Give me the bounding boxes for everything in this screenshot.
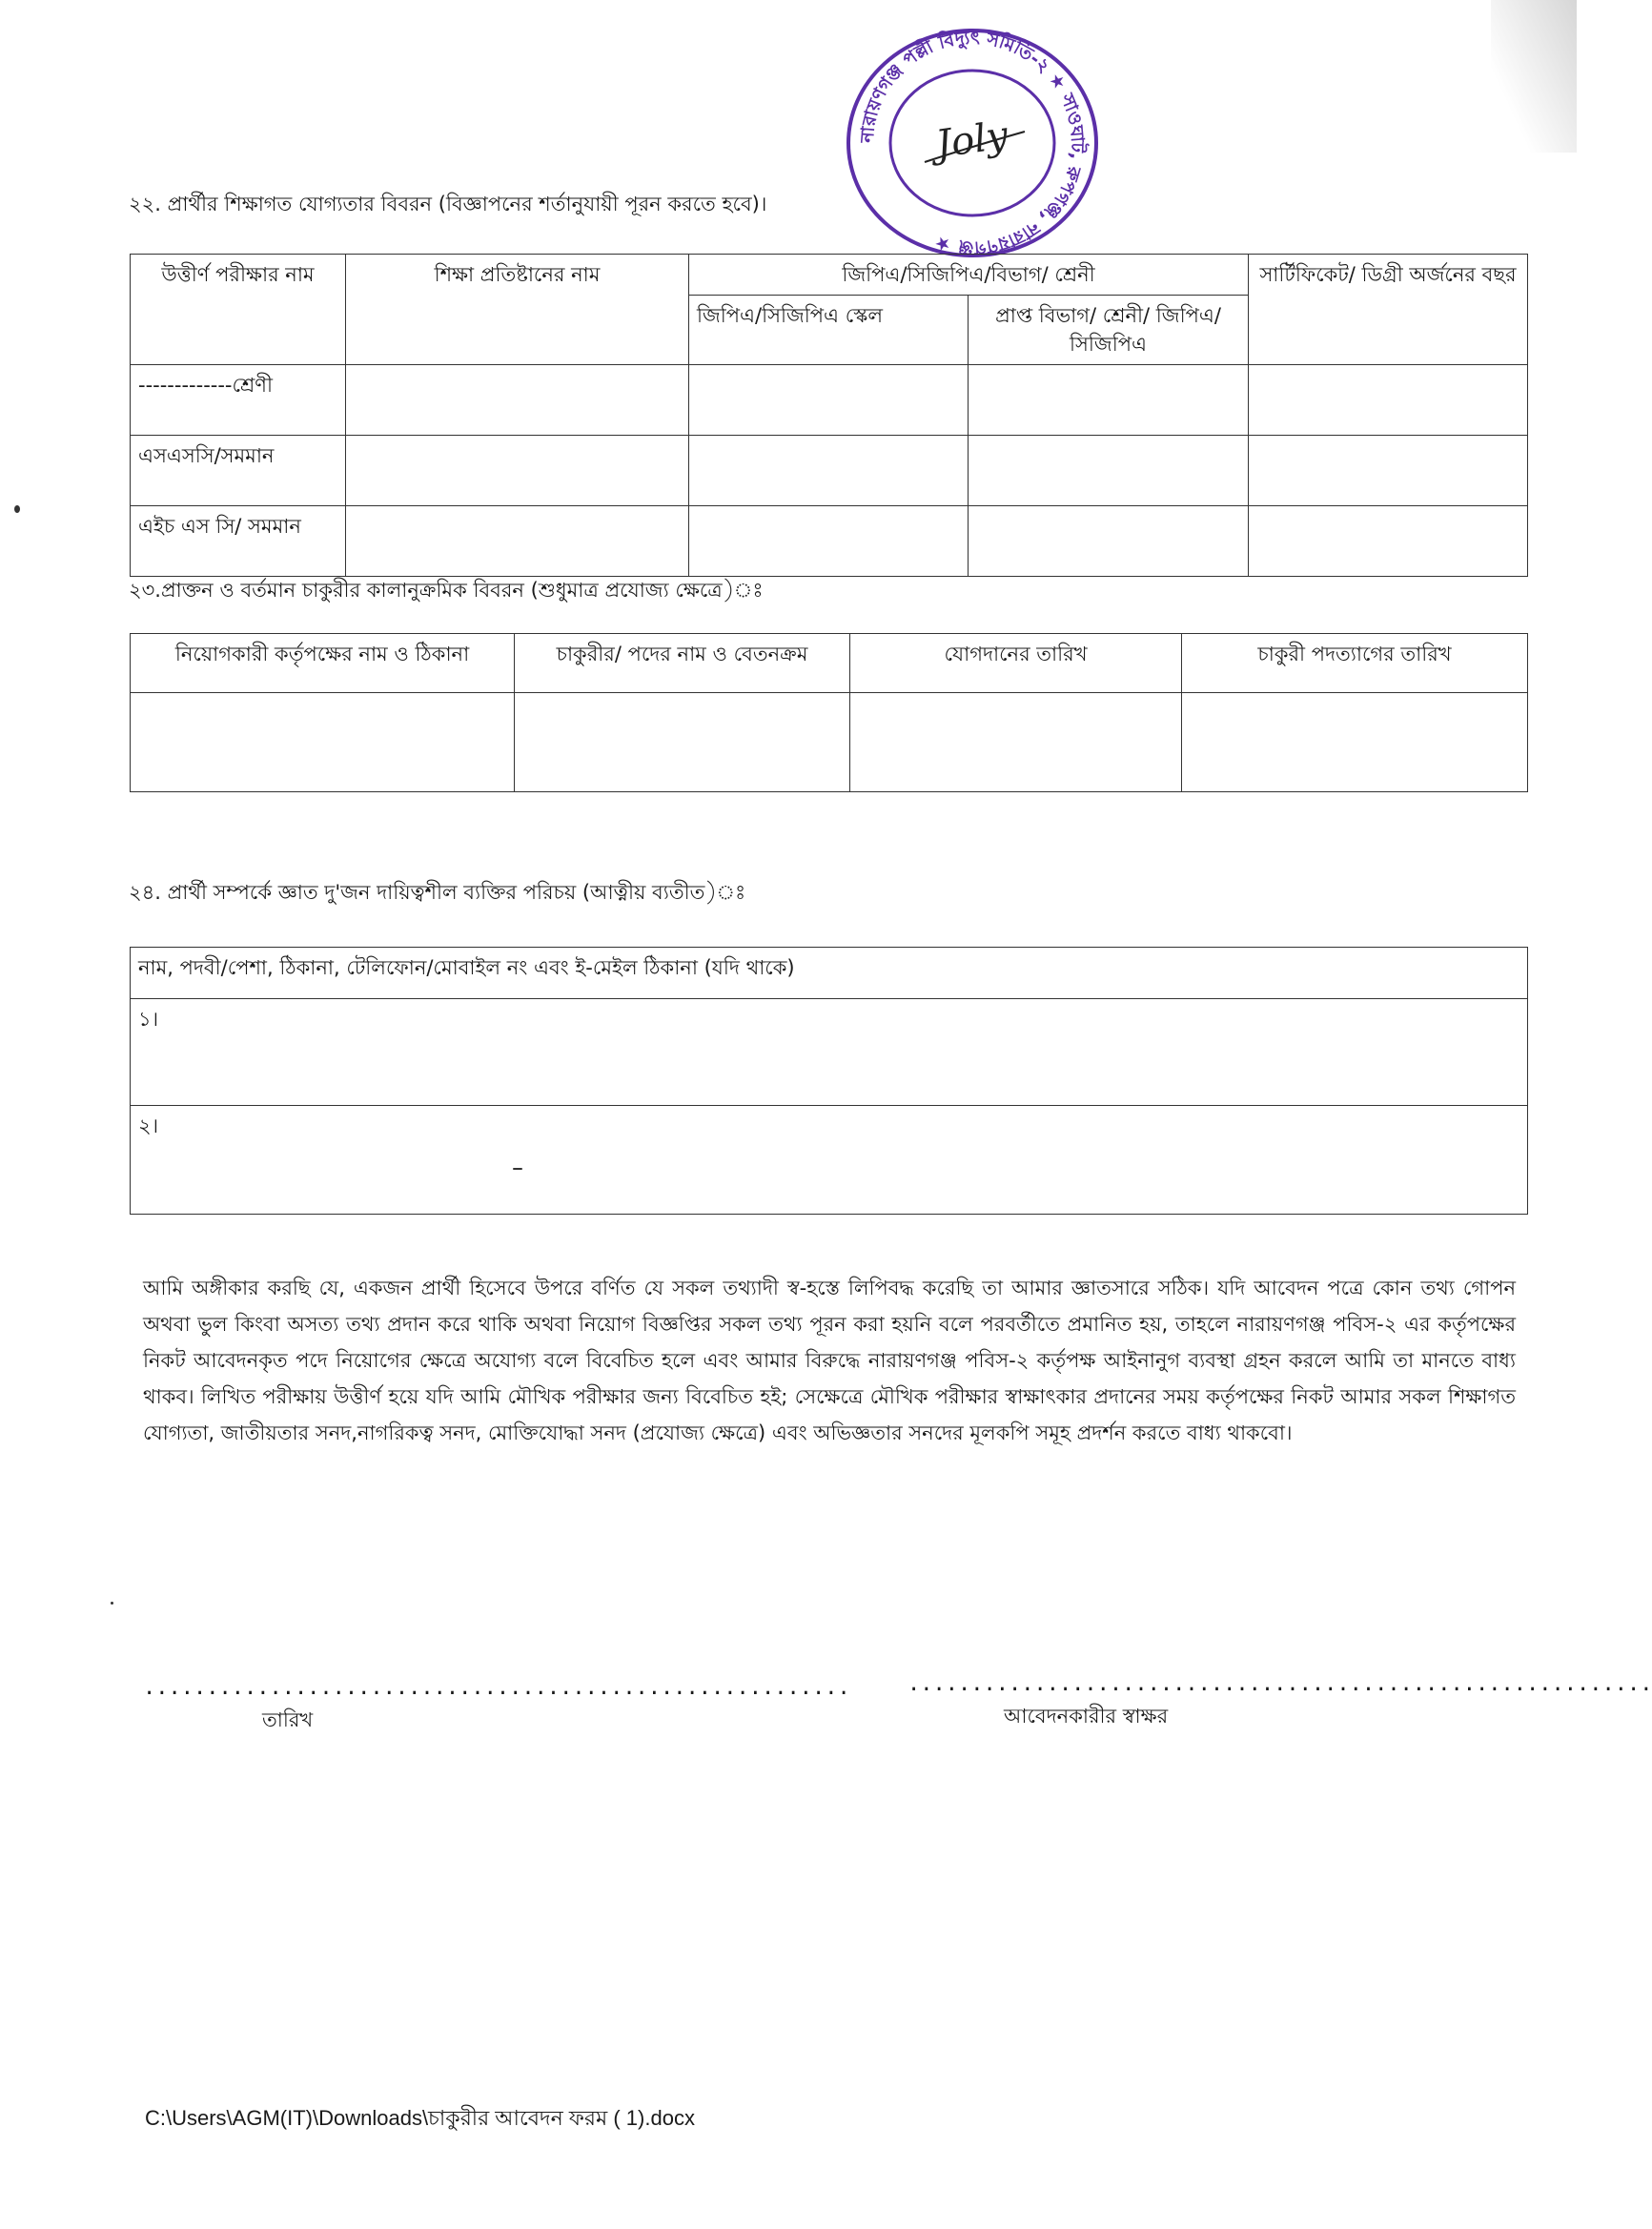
empty-cell[interactable] — [969, 365, 1249, 436]
scan-speck — [111, 1602, 113, 1605]
empty-cell[interactable] — [969, 506, 1249, 577]
organization-seal — [834, 19, 1111, 267]
scan-edge-shadow — [1491, 0, 1577, 153]
table-row — [131, 506, 1528, 577]
references-header: নাম, পদবী/পেশা, ঠিকানা, টেলিফোন/মোবাইল নং এবং ই-মেইল ঠিকানা (যদি থাকে) — [131, 948, 1528, 999]
empty-cell[interactable] — [346, 506, 689, 577]
col-gpa-scale: জিপিএ/সিজিপিএ স্কেল — [689, 296, 969, 365]
col-institution: শিক্ষা প্রতিষ্টানের নাম — [346, 255, 689, 365]
table-row — [131, 365, 1528, 436]
scan-speck — [14, 505, 20, 513]
col-resign-date: চাকুরী পদত্যাগের তারিখ — [1182, 634, 1528, 693]
date-dotted-line[interactable]: ........................................................ — [143, 1676, 850, 1700]
footer-file-path: C:\Users\AGM(IT)\Downloads\চাকুরীর আবেদন ফরম ( 1).docx — [145, 2106, 695, 2130]
empty-cell[interactable] — [346, 436, 689, 506]
date-label: তারিখ — [262, 1708, 314, 1731]
employment-table — [130, 633, 1528, 792]
empty-cell[interactable] — [346, 365, 689, 436]
empty-cell[interactable] — [689, 506, 969, 577]
empty-cell[interactable] — [689, 436, 969, 506]
col-certificate-year: সার্টিফিকেট/ ডিগ্রী অর্জনের বছর — [1249, 255, 1528, 365]
seal-ring-text: নারায়ণগঞ্জ পল্লী বিদ্যুৎ সমিতি-২ ★ সাওঘাট, রুপগঞ্জ, নারায়ণগঞ্জ ★ — [856, 27, 1089, 259]
row-label: এসএসসি/সমমান — [131, 436, 346, 506]
row-label: -------------শ্রেণী — [131, 365, 346, 436]
empty-cell[interactable] — [1249, 436, 1528, 506]
col-joining-date: যোগদানের তারিখ — [850, 634, 1182, 693]
empty-cell[interactable] — [689, 365, 969, 436]
section-23-heading: ২৩.প্রাক্তন ও বর্তমান চাকুরীর কালানুক্রমিক বিবরন (শুধুমাত্র প্রযোজ্য ক্ষেত্রে)ঃ — [129, 579, 764, 602]
empty-cell[interactable] — [1249, 506, 1528, 577]
education-table — [130, 254, 1528, 577]
seal-signature: Joly — [932, 112, 1011, 168]
signature-dotted-line[interactable]: ........................................................... — [908, 1672, 1652, 1696]
table-row — [131, 999, 1528, 1106]
signature-label: আবেদনকারীর স্বাক্ষর — [1004, 1705, 1169, 1728]
reference-1[interactable]: ১। — [131, 999, 1528, 1106]
col-post-salary: চাকুরীর/ পদের নাম ও বেতনক্রম — [515, 634, 850, 693]
section-22-heading: ২২. প্রার্থীর শিক্ষাগত যোগ্যতার বিবরন (বিজ্ঞাপনের শর্তানুযায়ী পূরন করতে হবে)। — [129, 193, 767, 215]
table-row — [131, 693, 1528, 792]
declaration-text: আমি অঙ্গীকার করছি যে, একজন প্রার্থী হিসেবে উপরে বর্ণিত যে সকল তথ্যাদী স্ব-হস্তে লিপিবদ্ধ করেছি তা আমার জ্ঞাতসারে সঠিক। যদি আবেদন পত্রে কোন তথ্য গোপন অথবা ভুল কিংবা অসত্য তথ্য প্রদান করে থাকি অথবা নিয়োগ বিজ্ঞপ্তির সকল তথ্য পূরন করা হয়নি বলে পরবর্তীতে প্রমানিত হয়, তাহলে নারায়ণগঞ্জ পবিস-২ এর কর্তৃপক্ষের নিকট আবেদনকৃত পদে নিয়োগের ক্ষেত্রে অযোগ্য বলে বিবেচিত হলে এবং আমার বিরুদ্ধে নারায়ণগঞ্জ পবিস-২ কর্তৃপক্ষ আইনানুগ ব্যবস্থা গ্রহন করলে আমি তা মানতে বাধ্য থাকব। লিখিত পরীক্ষায় উত্তীর্ণ হয়ে যদি আমি মৌখিক পরীক্ষার জন্য বিবেচিত হই; সেক্ষেত্রে মৌখিক পরীক্ষার স্বাক্ষাৎকার প্রদানের সময় কর্তৃপক্ষের নিকট আমার সকল শিক্ষাগত যোগ্যতা, জাতীয়তার সনদ,নাগরিকত্ব সনদ, মোক্তিযোদ্ধা সনদ (প্রযোজ্য ক্ষেত্রে) এবং অভিজ্ঞতার সনদের মূলকপি সমূহ প্রদর্শন করতে বাধ্য থাকবো। — [143, 1277, 1516, 1444]
empty-cell[interactable] — [969, 436, 1249, 506]
table-row — [131, 436, 1528, 506]
reference-2[interactable]: ২। — [131, 1106, 1528, 1215]
section-24-heading: ২৪. প্রার্থী সম্পর্কে জ্ঞাত দু'জন দায়িত্বশীল ব্যক্তির পরিচয় (আত্নীয় ব্যতীত)ঃ — [129, 881, 746, 904]
empty-cell[interactable] — [131, 693, 515, 792]
empty-cell[interactable] — [1182, 693, 1528, 792]
col-employer: নিয়োগকারী কর্তৃপক্ষের নাম ও ঠিকানা — [131, 634, 515, 693]
scan-speck — [513, 1168, 522, 1170]
col-exam-name: উত্তীর্ণ পরীক্ষার নাম — [131, 255, 346, 365]
col-division: প্রাপ্ত বিভাগ/ শ্রেনী/ জিপিএ/সিজিপিএ — [969, 296, 1249, 365]
col-gpa-group: জিপিএ/সিজিপিএ/বিভাগ/ শ্রেনী — [689, 255, 1249, 296]
empty-cell[interactable] — [515, 693, 850, 792]
row-label: এইচ এস সি/ সমমান — [131, 506, 346, 577]
table-row — [131, 1106, 1528, 1215]
references-table — [130, 947, 1528, 1215]
empty-cell[interactable] — [850, 693, 1182, 792]
empty-cell[interactable] — [1249, 365, 1528, 436]
